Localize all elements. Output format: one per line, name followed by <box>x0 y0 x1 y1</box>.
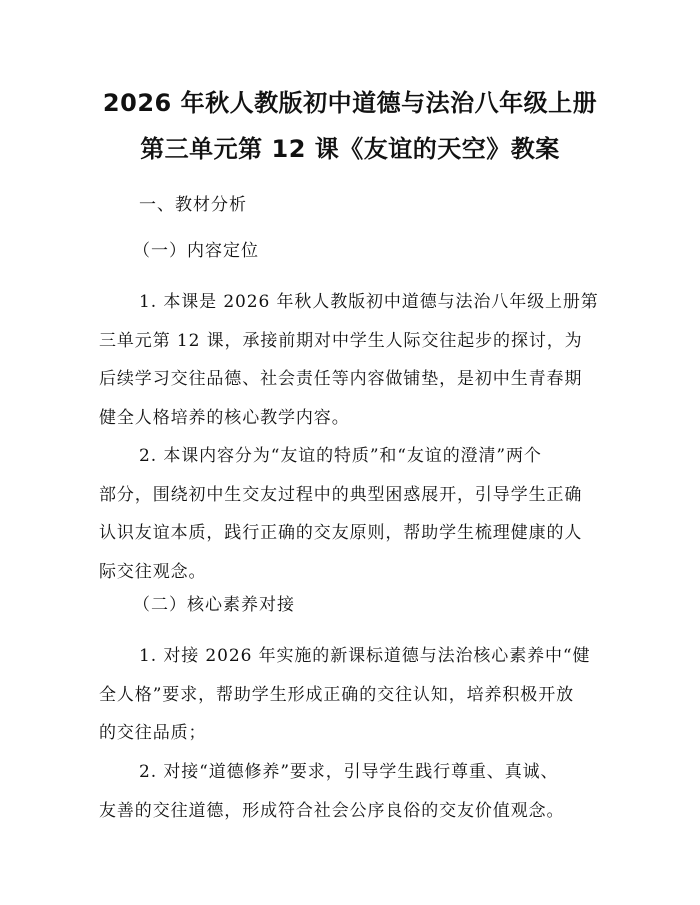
paragraph-line: 际交往观念。 <box>99 561 207 582</box>
paragraph-line: 友善的交往道德，形成符合社会公序良俗的交友价值观念。 <box>99 800 565 821</box>
paragraph-line: 2. 对接“道德修养”要求，引导学生践行尊重、真诚、 <box>139 762 559 782</box>
paragraph-core-literacy-2 <box>99 753 611 830</box>
paragraph-content-positioning-1 <box>99 283 611 437</box>
document-title-line-1: 2026 年秋人教版初中道德与法治八年级上册 <box>102 89 598 117</box>
subsection-heading-core-literacy: （二）核心素养对接 <box>133 595 295 615</box>
paragraph-line: 认识友谊本质，践行正确的交友原则，帮助学生梳理健康的人 <box>99 523 583 543</box>
section-heading-teaching-material-analysis: 一、教材分析 <box>139 195 247 215</box>
paragraph-line: 1. 本课是 2026 年秋人教版初中道德与法治八年级上册第 <box>139 292 599 312</box>
paragraph-line: 部分，围绕初中生交友过程中的典型困惑展开，引导学生正确 <box>99 484 583 505</box>
subsection-heading-content-positioning: （一）内容定位 <box>133 241 259 261</box>
paragraph-line: 健全人格培养的核心教学内容。 <box>99 407 350 428</box>
paragraph-core-literacy-1 <box>99 637 611 753</box>
paragraph-line: 三单元第 12 课，承接前期对中学生人际交往起步的探讨，为 <box>99 330 583 351</box>
paragraph-line: 1. 对接 2026 年实施的新课标道德与法治核心素养中“健 <box>139 646 591 666</box>
paragraph-line: 的交往品质； <box>99 723 207 743</box>
document-title-line-2: 第三单元第 12 课《友谊的天空》教案 <box>140 135 560 163</box>
paragraph-line: 全人格”要求，帮助学生形成正确的交往认知，培养积极开放 <box>99 684 574 705</box>
paragraph-line: 2. 本课内容分为“友谊的特质”和“友谊的澄清”两个 <box>139 446 542 466</box>
paragraph-line: 后续学习交往品德、社会责任等内容做铺垫，是初中生青春期 <box>99 369 583 389</box>
paragraph-content-positioning-2 <box>99 437 611 591</box>
